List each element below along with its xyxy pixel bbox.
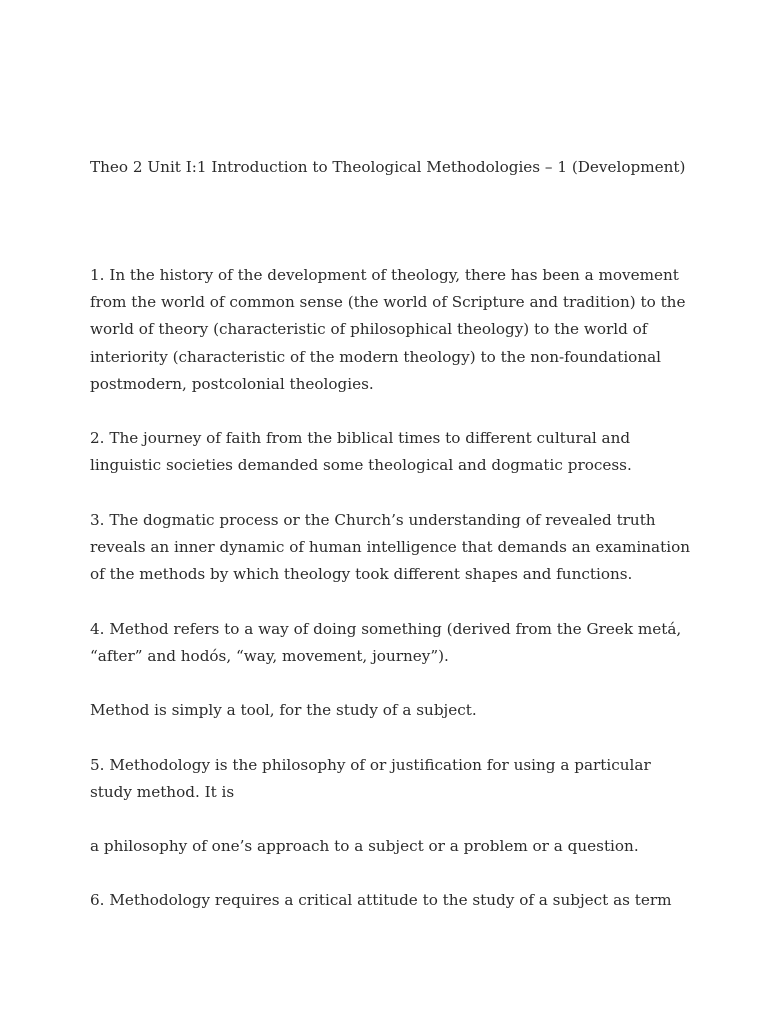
- paragraph-methodology-philosophy: a philosophy of one’s approach to a subject or a problem or a question.: [90, 837, 639, 855]
- paragraph-1: 1. In the history of the development of theology, there has been a movement from the world of common sense (the world of Scripture and tradition) to the world of theory (characteristic of philosophical theology) to the world of interiority (characteristic of the modern theology) to the non-foundational postmodern, postcolonial theologies.: [90, 266, 686, 393]
- paragraph-6: 6. Methodology requires a critical attitude to the study of a subject as term: [90, 891, 672, 909]
- paragraph-method-tool: Method is simply a tool, for the study of a subject.: [90, 701, 477, 719]
- document-title: Theo 2 Unit I:1 Introduction to Theological Methodologies – 1 (Development): [90, 158, 686, 176]
- paragraph-3: 3. The dogmatic process or the Church’s understanding of revealed truth reveals an inner dynamic of human intelligence that demands an examination of the methods by which theology took different shapes and functions.: [90, 511, 690, 584]
- paragraph-5: 5. Methodology is the philosophy of or justification for using a particular study method. It is: [90, 756, 651, 802]
- paragraph-2: 2. The journey of faith from the biblical times to different cultural and linguistic societies demanded some theological and dogmatic process.: [90, 429, 632, 475]
- paragraph-4: 4. Method refers to a way of doing something (derived from the Greek metá, “after” and hodós, “way, movement, journey”).: [90, 620, 682, 666]
